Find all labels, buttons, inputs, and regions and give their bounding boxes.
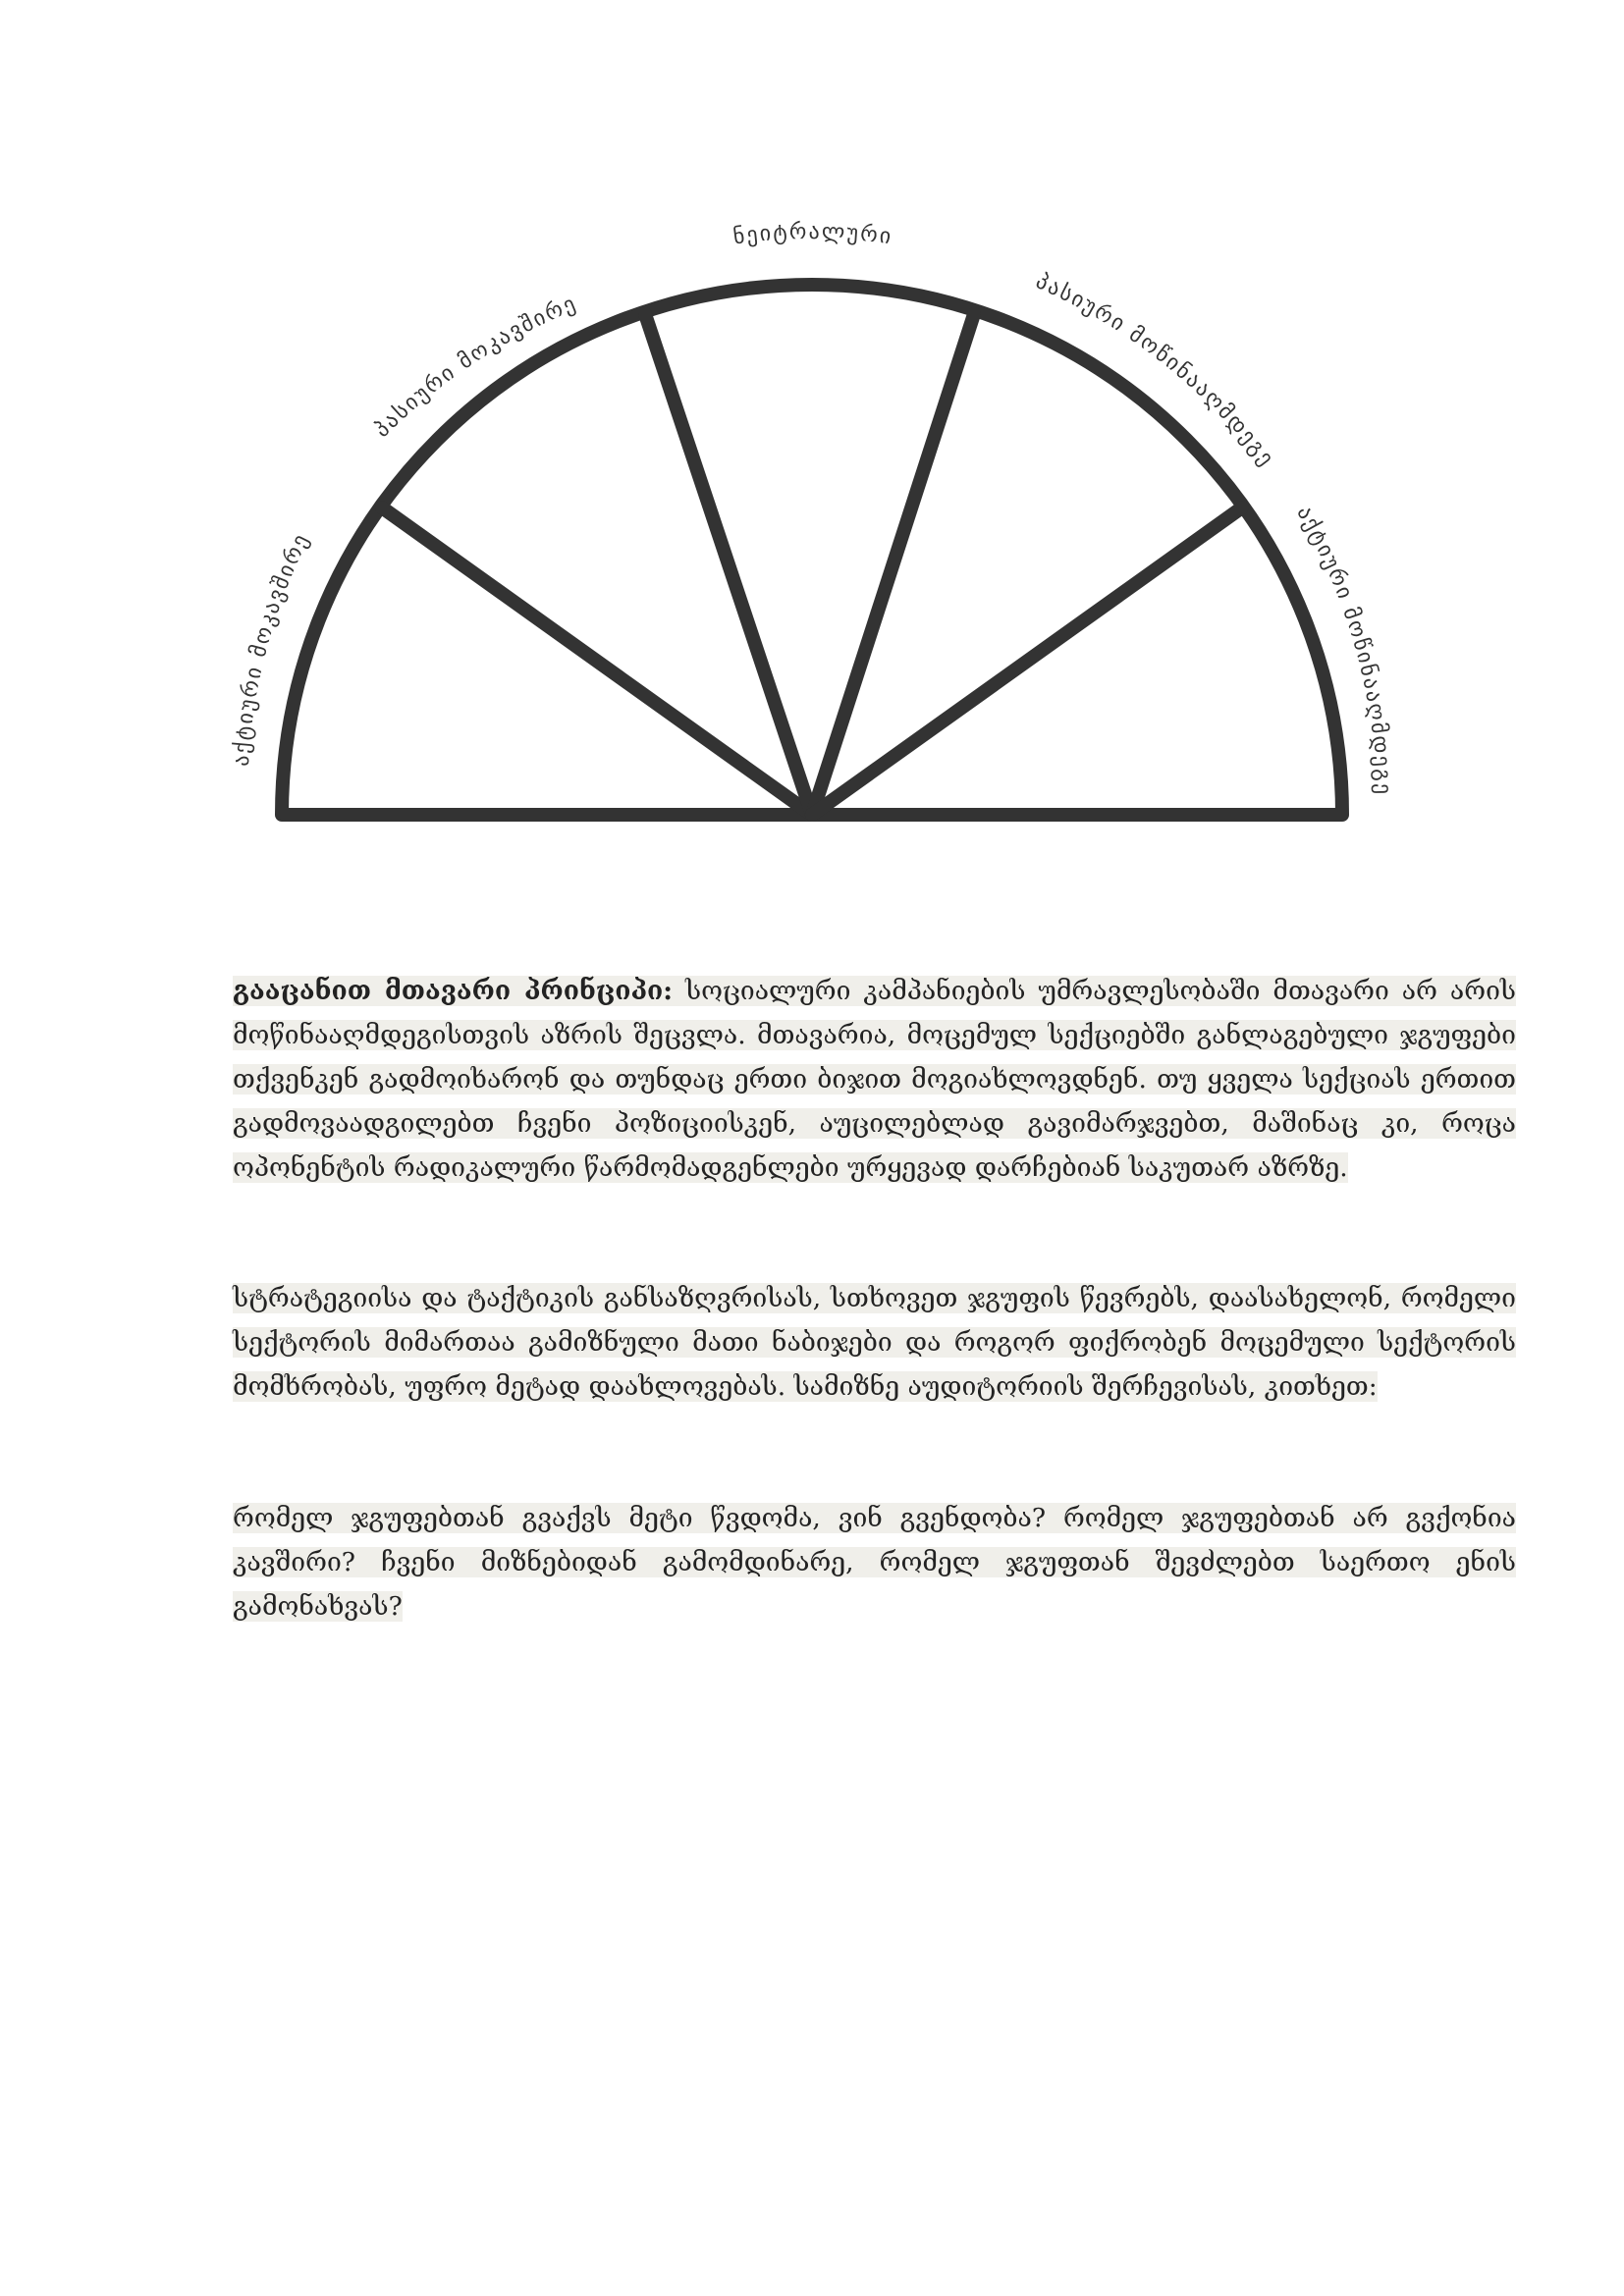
label-passive-supporter: პასიური მოკავშირე [369, 291, 581, 443]
label-passive-opponent: პასიური მოწინააღმდეგე [1032, 269, 1279, 472]
principle-body: სოციალური კამპანიების უმრავლესობაში მთავარი არ არის მოწინააღმდეგისთვის აზრის შეცვლა. მთავარია, მოცემულ სექციებში განლაგებული ჯგუფები თქვენკენ გადმოიხარონ და თუნდაც ერთი ბიჯით მოგიახლოვდნენ. თუ ყველა სექციას ერთით გადმოვაადგილებთ ჩვენი პოზიციისკენ, აუცილებლად გავიმარჯვებთ, მაშინაც კი, როცა ოპონენტის რადიკალური წარმომადგენლები ურყევად დარჩებიან საკუთარ აზრზე. [233, 975, 1516, 1183]
questions-text: რომელ ჯგუფებთან გვაქვს მეტი წვდომა, ვინ გვენდობა? რომელ ჯგუფებთან არ გვქონია კავშირი? ჩვენი მიზნებიდან გამომდინარე, რომელ ჯგუფთან შევძლებთ საერთო ენის გამონახვას? [233, 1502, 1516, 1622]
label-neutral: ნეიტრალური [731, 219, 894, 250]
strategy-text: სტრატეგიისა და ტაქტიკის განსაზღვრისას, სთხოვეთ ჯგუფის წევრებს, დაასახელონ, რომელი სექტორის მიმართაა გამიზნული მათი ნაბიჯები და როგორ ფიქრობენ მოცემული სექტორის მომხრობას, უფრო მეტად დაახლოვებას. სამიზნე აუდიტორიის შერჩევისას, კითხეთ: [233, 1282, 1516, 1402]
label-active-supporter: აქტიური მოკავშირე [229, 528, 315, 768]
divider-line-2 [645, 314, 812, 815]
strategy-paragraph [233, 1276, 1516, 1409]
questions-paragraph [233, 1496, 1516, 1629]
principle-paragraph [233, 969, 1516, 1190]
spectrum-of-allies-diagram [0, 0, 1624, 883]
label-active-opponent: აქტიური მოწინააღმდეგე [1291, 502, 1396, 797]
divider-line-3 [812, 314, 974, 815]
principle-lead: გააცანით მთავარი პრინციპი: [233, 975, 674, 1006]
divider-line-1 [382, 507, 812, 815]
divider-line-4 [812, 507, 1242, 815]
